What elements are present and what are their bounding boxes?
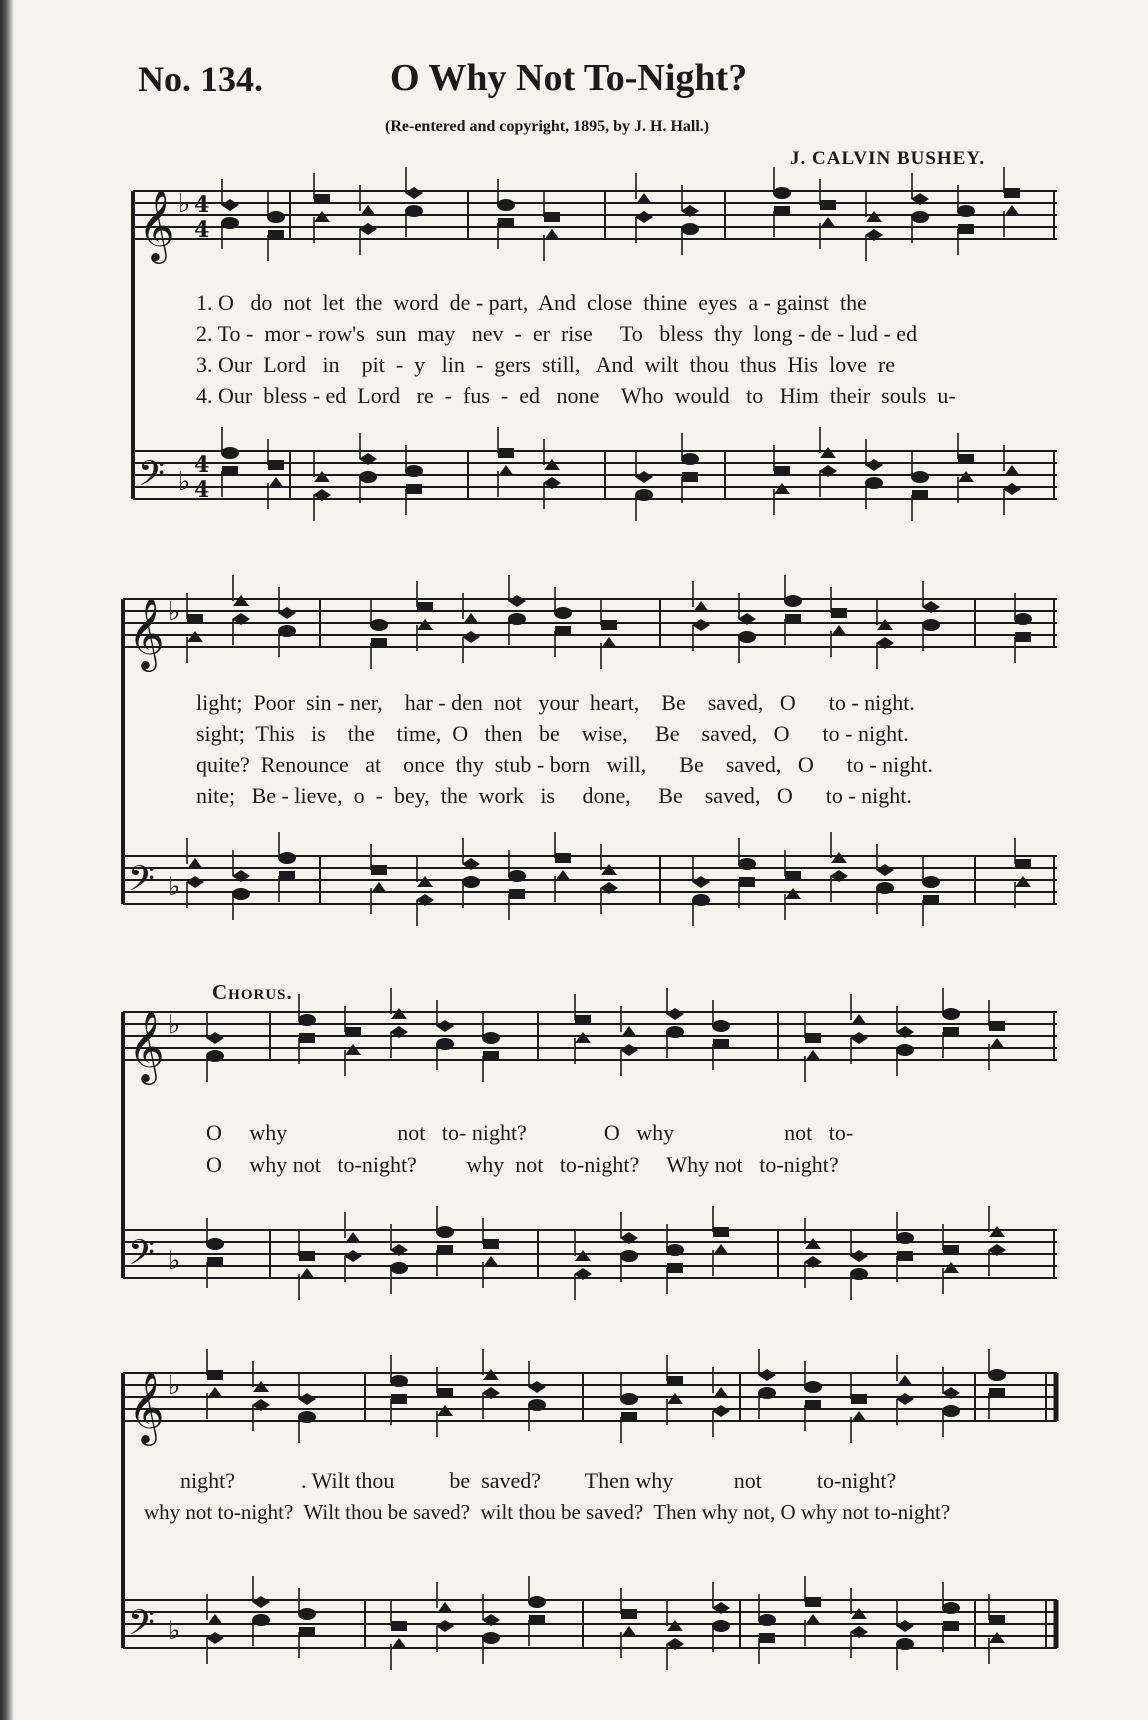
notehead	[958, 471, 974, 482]
time-signatures	[194, 192, 209, 503]
chorus-line-2-upper: night? . Wilt thou be saved? Then why not to-night?	[180, 1468, 897, 1493]
notehead	[774, 466, 790, 476]
notehead	[820, 447, 836, 458]
notehead	[693, 601, 709, 612]
notehead	[912, 490, 928, 500]
notehead	[314, 471, 330, 482]
flat-icon: ♭	[168, 1246, 181, 1276]
notehead	[1014, 613, 1032, 625]
notehead	[667, 1393, 683, 1404]
notehead	[405, 205, 423, 217]
notehead	[850, 1032, 868, 1044]
notehead	[943, 1621, 959, 1631]
notehead	[851, 1394, 867, 1404]
notehead	[896, 1232, 914, 1244]
notehead	[989, 1615, 1005, 1625]
notehead	[314, 211, 330, 222]
notehead	[620, 1044, 638, 1056]
notehead	[268, 460, 284, 470]
treble-clef-icon: 𝄞	[128, 596, 165, 669]
notehead	[483, 1051, 499, 1061]
notehead	[851, 1411, 867, 1422]
notehead	[682, 472, 698, 482]
notehead	[692, 619, 710, 631]
notehead	[805, 1050, 821, 1061]
hymn-number: No. 134.	[138, 59, 263, 99]
notehead	[865, 477, 883, 489]
notehead	[897, 1251, 913, 1261]
notehead	[207, 1387, 223, 1398]
notehead	[371, 882, 387, 893]
notehead	[942, 1405, 960, 1417]
notehead	[298, 1014, 316, 1026]
verse-4-line-b: nite; Be - lieve, o - bey, the work is done, Be saved, O to - night.	[196, 783, 912, 808]
notehead	[692, 876, 710, 888]
notehead	[207, 1370, 223, 1380]
notehead	[299, 1033, 315, 1043]
notehead	[279, 871, 295, 881]
notehead	[298, 1608, 316, 1620]
bass-clef-icon: 𝄢	[128, 1232, 156, 1281]
notehead	[437, 1245, 453, 1255]
notehead	[544, 459, 560, 470]
notehead	[222, 466, 238, 476]
notehead	[436, 1620, 454, 1632]
notehead	[989, 1632, 1005, 1643]
notehead	[345, 1044, 361, 1055]
bass-clef-icon: 𝄢	[128, 1602, 156, 1651]
notehead	[621, 1412, 637, 1422]
notehead	[206, 1632, 224, 1644]
flat-icon: ♭	[178, 467, 191, 497]
copyright-notice: (Re-entered and copyright, 1895, by J. H. Hall.)	[385, 118, 710, 135]
notehead	[278, 852, 296, 864]
notehead	[391, 1008, 407, 1019]
notehead	[1015, 876, 1031, 887]
notehead	[851, 1608, 867, 1619]
notehead	[942, 1602, 960, 1614]
notehead	[958, 224, 974, 234]
treble-staff	[123, 1373, 1057, 1421]
notehead	[528, 1381, 546, 1393]
notehead	[635, 471, 653, 483]
notehead	[943, 1262, 959, 1273]
notehead	[666, 1008, 684, 1020]
notehead	[252, 1596, 270, 1608]
notehead	[739, 877, 755, 887]
notehead	[681, 223, 699, 235]
notehead	[876, 864, 894, 876]
notehead	[207, 1614, 223, 1625]
notehead	[187, 858, 203, 869]
notehead	[345, 1232, 361, 1243]
notehead	[620, 1393, 638, 1405]
notehead	[666, 1244, 684, 1256]
notehead	[850, 1250, 868, 1262]
notehead	[712, 1620, 730, 1632]
notehead	[911, 471, 929, 483]
notehead	[667, 1263, 683, 1273]
notehead	[896, 1044, 914, 1056]
notehead	[667, 1620, 683, 1631]
notehead	[1015, 632, 1031, 642]
notehead	[221, 447, 239, 459]
notehead	[784, 595, 802, 607]
bass-clef-icon: 𝄢	[128, 858, 156, 907]
notehead	[544, 229, 560, 240]
notehead	[371, 865, 387, 875]
hymn-title: O Why Not To-Night?	[390, 57, 748, 99]
notehead	[483, 1256, 499, 1267]
notehead	[554, 607, 572, 619]
flat-icon: ♭	[168, 1371, 181, 1401]
notehead	[681, 453, 699, 465]
flat-icon: ♭	[178, 189, 191, 219]
verse-3-line-b: quite? Renounce at once thy stub - born will, Be saved, O to - night.	[196, 752, 933, 777]
notehead	[922, 619, 940, 631]
notehead	[391, 1638, 407, 1649]
flat-icon: ♭	[168, 872, 181, 902]
notehead	[406, 484, 422, 494]
notehead	[831, 625, 847, 636]
notehead	[417, 619, 433, 630]
notehead	[943, 1027, 959, 1037]
time-sig-top: 4	[194, 192, 210, 218]
verse-1-line-a: 1. O do not let the word de - part, And close thine eyes a - gainst the	[196, 290, 867, 315]
notehead	[896, 1393, 914, 1405]
verse-2-line-a: 2. To - mor - row's sun may nev - er rise To bless thy long - de - lud - ed	[196, 321, 918, 346]
notehead	[758, 1614, 776, 1626]
notehead	[390, 1375, 408, 1387]
bass-clef-icon: 𝄢	[138, 453, 166, 502]
notehead	[601, 864, 617, 875]
treble-clef-icon: 𝄞	[128, 1009, 165, 1082]
notehead	[866, 211, 882, 222]
time-sig-bottom: 4	[194, 217, 210, 243]
notehead	[314, 194, 330, 204]
notehead	[278, 607, 296, 619]
notehead	[187, 614, 203, 624]
notehead	[922, 876, 940, 888]
notehead	[774, 206, 790, 216]
notehead	[463, 613, 479, 624]
notehead	[805, 1400, 821, 1410]
verse-2-line-b: sight; This is the time, O then be wise, Be saved, O to - night.	[196, 721, 909, 746]
notehead	[575, 1250, 591, 1261]
notehead	[601, 637, 617, 648]
notehead	[758, 1387, 776, 1399]
notehead	[390, 1262, 408, 1274]
notehead	[298, 1393, 316, 1405]
notehead	[805, 1597, 821, 1607]
time-sig-bottom: 4	[194, 477, 210, 503]
notehead	[820, 217, 836, 228]
notehead	[299, 1251, 315, 1261]
notehead	[555, 853, 571, 863]
notehead	[774, 483, 790, 494]
notehead	[299, 1268, 315, 1279]
notehead	[417, 602, 433, 612]
notehead	[391, 1394, 407, 1404]
chorus-line-1-upper: O why not to- night? O why not to-	[206, 1120, 854, 1145]
notehead	[942, 1008, 960, 1020]
notehead	[498, 218, 514, 228]
notehead	[758, 1369, 776, 1381]
notehead	[299, 1627, 315, 1637]
notehead	[957, 205, 975, 217]
notehead	[206, 1032, 224, 1044]
notehead	[831, 608, 847, 618]
notehead	[417, 876, 433, 887]
verse-3-line-a: 3. Our Lord in pit - y lin - gers still, And wilt thou thus His love re	[196, 352, 896, 377]
notehead	[575, 1015, 591, 1025]
notehead	[253, 1381, 269, 1392]
notehead	[621, 1609, 637, 1619]
notehead	[851, 1014, 867, 1025]
notehead	[692, 894, 710, 906]
notehead	[785, 871, 801, 881]
notehead	[359, 223, 377, 235]
notehead	[391, 1621, 407, 1631]
notehead	[621, 1626, 637, 1637]
notehead	[805, 1033, 821, 1043]
notehead	[635, 489, 653, 501]
notehead	[1015, 859, 1031, 869]
verse-1-line-b: light; Poor sin - ner, har - den not your heart, Be saved, O to - night.	[196, 690, 915, 715]
notehead	[278, 625, 296, 637]
flat-icon: ♭	[168, 597, 181, 627]
notehead	[436, 1226, 454, 1238]
notehead	[1003, 483, 1021, 495]
notehead	[850, 1268, 868, 1280]
notehead	[773, 187, 791, 199]
notehead	[497, 199, 515, 211]
notehead	[635, 211, 653, 223]
notehead	[896, 1620, 914, 1632]
notehead	[483, 1369, 499, 1380]
notehead	[712, 1020, 730, 1032]
notehead	[252, 1614, 270, 1626]
notehead	[508, 595, 526, 607]
notehead	[712, 1405, 730, 1417]
notehead	[509, 889, 525, 899]
notehead	[636, 193, 652, 204]
notehead	[666, 1026, 684, 1038]
notehead	[989, 1226, 1005, 1237]
notehead	[482, 1632, 500, 1644]
treble-staff	[123, 599, 1057, 647]
notehead	[462, 631, 480, 643]
notehead	[601, 620, 617, 630]
chorus-label: Chorus.	[212, 980, 293, 1004]
notehead	[498, 448, 514, 458]
notehead	[268, 477, 284, 488]
notehead	[620, 1250, 638, 1262]
notehead	[989, 1388, 1005, 1398]
notehead	[437, 1602, 453, 1613]
flat-icon: ♭	[168, 1010, 181, 1040]
notehead	[831, 852, 847, 863]
notehead	[360, 205, 376, 216]
notehead	[462, 876, 480, 888]
notehead	[544, 212, 560, 222]
notehead	[713, 1227, 729, 1237]
notehead	[805, 1238, 821, 1249]
flat-icon: ♭	[168, 1616, 181, 1646]
notehead	[555, 870, 571, 881]
notehead	[896, 1638, 914, 1650]
notehead	[187, 631, 203, 642]
notehead	[232, 888, 250, 900]
notehead	[221, 199, 239, 211]
notehead	[575, 1032, 591, 1043]
notehead	[943, 1245, 959, 1255]
notehead	[989, 1038, 1005, 1049]
notehead	[405, 465, 423, 477]
notehead	[371, 638, 387, 648]
notehead	[988, 1369, 1006, 1381]
notehead	[206, 1238, 224, 1250]
key-signatures	[168, 189, 190, 1646]
notehead	[805, 1614, 821, 1625]
treble-clef-icon: 𝄞	[138, 188, 175, 261]
bass-staff	[123, 856, 1057, 904]
composer-credit: J. CALVIN BUSHEY.	[790, 148, 986, 169]
notehead	[482, 1032, 500, 1044]
chorus-line-2-lower: why not to-night? Wilt thou be saved? wilt thou be saved? Then why not, O why not to-night?	[144, 1500, 951, 1524]
notehead	[713, 1387, 729, 1398]
notehead	[713, 1244, 729, 1255]
notehead	[437, 1405, 453, 1416]
notehead	[923, 895, 939, 905]
notehead	[911, 211, 929, 223]
notehead	[621, 1026, 637, 1037]
notehead	[528, 1399, 546, 1411]
notehead	[876, 882, 894, 894]
notehead	[508, 613, 526, 625]
notehead	[186, 876, 204, 888]
notehead	[785, 614, 801, 624]
notehead	[555, 626, 571, 636]
verse-4-line-a: 4. Our bless - ed Lord re - fus - ed none Who would to Him their souls u-	[196, 383, 956, 408]
notehead	[298, 1411, 316, 1423]
notehead	[405, 187, 423, 199]
notehead	[1004, 188, 1020, 198]
notehead	[267, 211, 285, 223]
notehead	[820, 200, 836, 210]
notehead	[370, 619, 388, 631]
treble-clef-icon: 𝄞	[128, 1370, 165, 1443]
notehead	[713, 1039, 729, 1049]
notehead	[437, 1388, 453, 1398]
notehead	[958, 454, 974, 464]
notehead	[207, 1257, 223, 1267]
notehead	[804, 1381, 822, 1393]
notehead	[206, 1050, 224, 1062]
notehead	[483, 1239, 499, 1249]
notehead	[865, 459, 883, 471]
notehead	[233, 595, 249, 606]
notehead	[508, 870, 526, 882]
notehead	[344, 1250, 362, 1262]
notehead	[359, 471, 377, 483]
notehead	[738, 631, 756, 643]
time-sig-top: 4	[194, 452, 210, 478]
notehead	[268, 230, 284, 240]
notehead	[759, 1633, 775, 1643]
notehead	[221, 217, 239, 229]
bass-staff	[123, 1230, 1057, 1278]
notehead	[785, 888, 801, 899]
notehead	[989, 1021, 1005, 1031]
notehead	[529, 1615, 545, 1625]
notehead	[667, 1376, 683, 1386]
notehead	[436, 1020, 454, 1032]
notehead	[1004, 205, 1020, 216]
notehead	[528, 1596, 546, 1608]
notehead	[877, 619, 893, 630]
chorus-line-1-lower: O why not to-night? why not to-night? Why not to-night?	[206, 1152, 839, 1177]
notehead	[1004, 465, 1020, 476]
notehead	[345, 1027, 361, 1037]
notehead	[738, 858, 756, 870]
notehead	[498, 465, 514, 476]
notehead	[436, 1038, 454, 1050]
notehead	[897, 1375, 913, 1386]
